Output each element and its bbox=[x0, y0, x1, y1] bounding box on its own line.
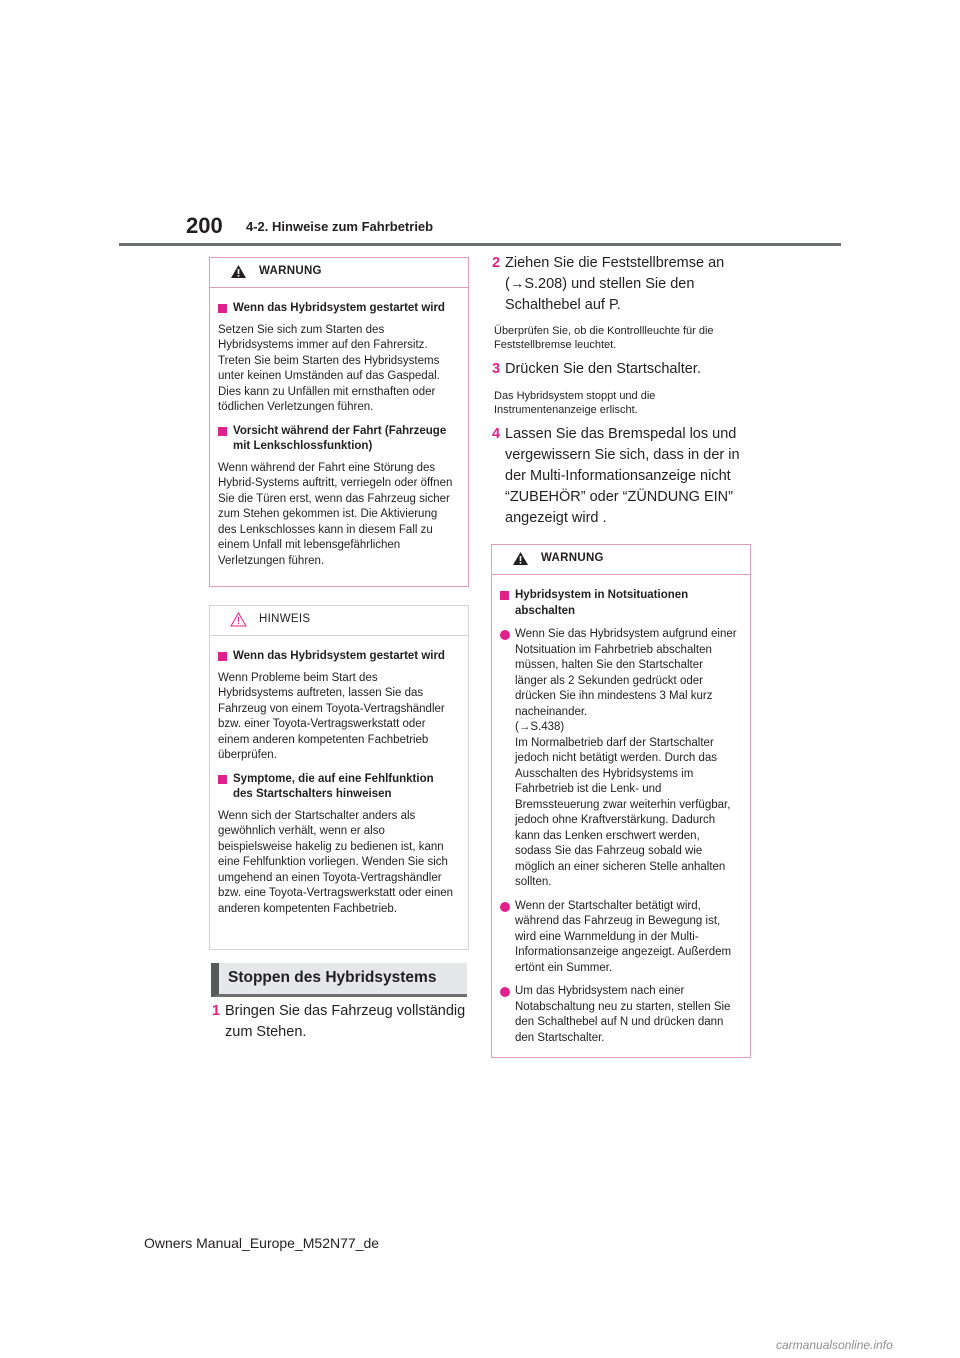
warning-bullet: Wenn Sie das Hybridsystem aufgrund einer Notsituation im Fahrbetrieb abschalten müssen, halten Sie den Startschalter länger als 2 Sekunden gedrückt oder drücken Sie ihn mindestens 3 Mal kurz nacheinander. (→S.438) Im Normalbetrieb darf der Startschalter jedoch nicht betätigt werden. Durch das Ausschalten des Hybridsystems im Fahrbetrieb ist die Lenk- und Bremssteuerung zwar weiterhin verfügbar, jedoch ohne Kraftverstärkung. Dadurch kann das Lenken erschwert werden, sodass Sie das Fahrzeug sobald wie möglich an einer sicheren Stelle anhalten sollten. bbox=[496, 627, 738, 891]
section-title: 4-2. Hinweise zum Fahrbetrieb bbox=[246, 219, 434, 234]
header-rule bbox=[119, 243, 841, 246]
warning-triangle-icon bbox=[230, 264, 247, 279]
step-number: 4 bbox=[492, 426, 501, 442]
footer-text: Owners Manual_Europe_M52N77_de bbox=[144, 1235, 380, 1251]
warning-header bbox=[210, 258, 468, 288]
warning-box-starting bbox=[209, 257, 469, 587]
warning-bullet: Um das Hybridsystem nach einer Notabschaltung neu zu starten, stellen Sie den Schalthebel auf N und drücken dann den Startschalter. bbox=[496, 984, 738, 1046]
warning-title: WARNUNG bbox=[259, 265, 322, 277]
square-bullet-icon bbox=[218, 775, 227, 784]
step-text: Drücken Sie den Startschalter. bbox=[505, 361, 701, 377]
warning-subheading: Wenn das Hybridsystem gestartet wird bbox=[214, 301, 456, 317]
square-bullet-icon bbox=[218, 652, 227, 661]
step-text: Lassen Sie das Bremspedal los und vergewissern Sie sich, dass in der in der Multi-Informationsanzeige nicht “ZUBEHÖR” oder “ZÜNDUNG EIN” angezeigt wird . bbox=[505, 426, 740, 526]
warning-triangle-icon bbox=[512, 551, 529, 566]
warning-text: Wenn während der Fahrt eine Störung des Hybrid-Systems auftritt, verriegeln oder öffnen Sie die Türen erst, wenn das Fahrzeug sicher zum Stehen gekommen ist. Die Aktivierung des Lenkschlosses kann in diesem Fall zu einem Unfall mit lebensgefährlichen Verletzungen führen. bbox=[218, 461, 453, 567]
step-2-note: Überprüfen Sie, ob die Kontrollleuchte für die Feststellbremse leuchtet. bbox=[494, 325, 714, 351]
warning-header bbox=[492, 545, 750, 575]
round-bullet-icon bbox=[500, 902, 510, 912]
page-reference: (→S.438) bbox=[515, 721, 565, 733]
section-heading-bar bbox=[211, 963, 467, 997]
step-3-note: Das Hybridsystem stoppt und die Instrumentenanzeige erlischt. bbox=[494, 390, 656, 416]
step-text: Bringen Sie das Fahrzeug vollständig zum Stehen. bbox=[225, 1003, 466, 1040]
note-title: HINWEIS bbox=[259, 613, 311, 625]
watermark: carmanualsonline.info bbox=[776, 1338, 893, 1352]
page-number: 200 bbox=[186, 213, 223, 238]
step-4 bbox=[492, 424, 750, 529]
warning-bullet: Wenn der Startschalter betätigt wird, während das Fahrzeug in Bewegung ist, wird eine Warnmeldung in der Multi-Informationsanzeige angezeigt. Außerdem ertönt ein Summer. bbox=[496, 899, 738, 977]
step-number: 1 bbox=[212, 1003, 221, 1019]
step-number: 2 bbox=[492, 255, 501, 271]
caution-triangle-icon bbox=[230, 612, 247, 627]
square-bullet-icon bbox=[218, 304, 227, 313]
note-text: Wenn sich der Startschalter anders als gewöhnlich verhält, wenn er also beispielsweise hakelig zu bedienen ist, kann eine Fehlfunktion vorliegen. Wenden Sie sich umgehend an einen Toyota-Vertragshändler bzw. eine Toyota-Vertragswerkstatt oder einen anderen kompetenten Fachbetrieb. bbox=[218, 809, 454, 915]
step-2 bbox=[492, 253, 750, 316]
section-heading: Stoppen des Hybridsystems bbox=[228, 969, 437, 986]
warning-text: Setzen Sie sich zum Starten des Hybridsystems immer auf den Fahrersitz. Treten Sie beim Starten des Hybridsystems unter keinen Umständen auf das Gaspedal. Dies kann zu Unfällen mit ernsthaften oder tödlichen Verletzungen führen. bbox=[218, 323, 440, 413]
warning-subheading: Vorsicht während der Fahrt (Fahrzeuge mit Lenkschlossfunktion) bbox=[214, 424, 456, 455]
note-subheading: Wenn das Hybridsystem gestartet wird bbox=[214, 649, 456, 665]
square-bullet-icon bbox=[500, 591, 509, 600]
square-bullet-icon bbox=[218, 427, 227, 436]
step-number: 3 bbox=[492, 361, 501, 377]
step-1 bbox=[212, 1001, 470, 1043]
warning-box-emergency bbox=[491, 544, 751, 1058]
round-bullet-icon bbox=[500, 630, 510, 640]
step-3 bbox=[492, 359, 750, 380]
note-subheading: Symptome, die auf eine Fehlfunktion des Startschalters hinweisen bbox=[214, 772, 456, 803]
note-box bbox=[209, 605, 469, 950]
note-text: Wenn Probleme beim Start des Hybridsystems auftreten, lassen Sie das Fahrzeug von einem Toyota-Vertragshändler bzw. einer Toyota-Vertragswerkstatt oder einem anderen kompetenten Fachbetrieb überprüfen. bbox=[218, 671, 445, 761]
note-header bbox=[210, 606, 468, 636]
warning-subheading: Hybridsystem in Notsituationen abschalten bbox=[496, 588, 738, 619]
step-text: Ziehen Sie die Feststellbremse an (→S.208) und stellen Sie den Schalthebel auf P. bbox=[505, 255, 725, 313]
round-bullet-icon bbox=[500, 987, 510, 997]
warning-title: WARNUNG bbox=[541, 552, 604, 564]
